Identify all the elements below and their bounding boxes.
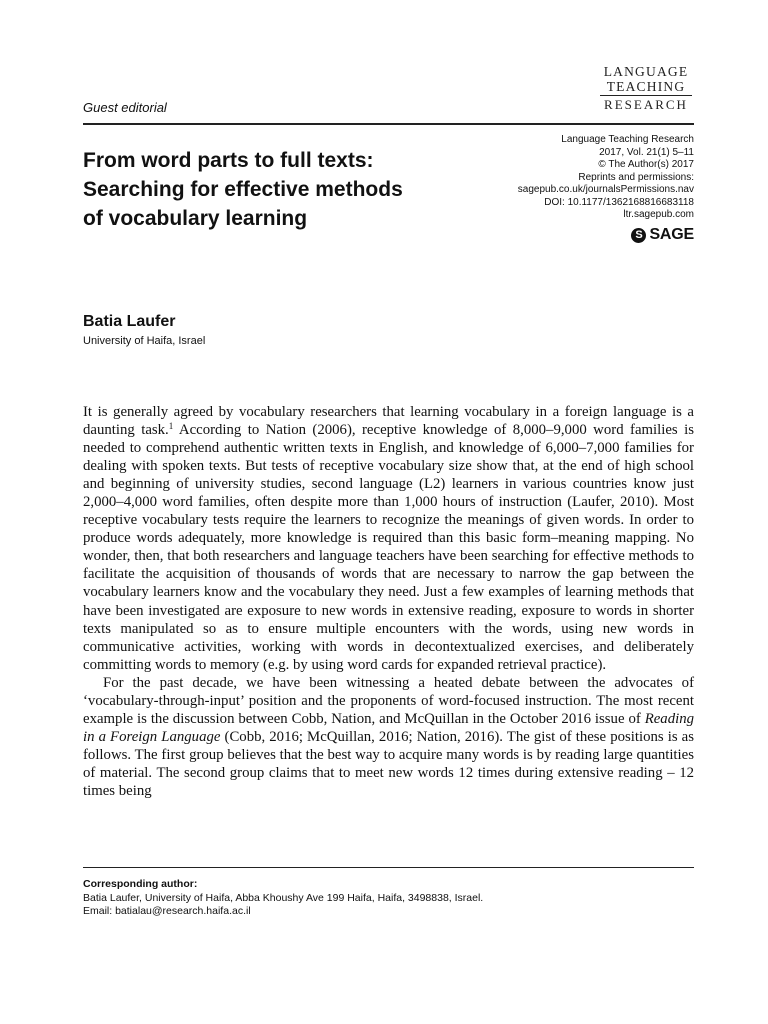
meta-site-link[interactable]: ltr.sagepub.com bbox=[623, 209, 694, 220]
footnote-divider bbox=[83, 867, 694, 868]
corresponding-heading: Corresponding author: bbox=[83, 878, 198, 890]
author-affiliation: University of Haifa, Israel bbox=[83, 335, 206, 347]
body-paragraph-1 bbox=[83, 403, 694, 674]
corresponding-email[interactable]: Email: batialau@research.haifa.ac.il bbox=[83, 905, 251, 917]
journal-logo bbox=[600, 64, 692, 112]
article-body bbox=[83, 403, 694, 800]
meta-copyright: © The Author(s) 2017 bbox=[598, 159, 694, 170]
header-divider bbox=[83, 123, 694, 125]
article-meta bbox=[434, 134, 694, 222]
body-p1-part-b: According to Nation (2006), receptive knowledge of 8,000–9,000 word families is needed to comprehend authentic written texts in English, and knowledge of 6,000–7,000 families for dealing with spoken texts. But tests of receptive vocabulary size show that, at the end of high school and beginning of university studies, second language (L2) learners in various countries know just 2,000–4,000 word families, often despite more than 1,000 hours of instruction (Laufer, 2010). Most receptive vocabulary tests require the learners to recognize the meanings of given words. In order to produce words adequately, more knowledge is required than this basic form–meaning mapping. No wonder, then, that both researchers and language teachers have been searching for effective methods to facilitate the acquisition of thousands of words that are necessary to narrow the gap between the vocabulary learners know and the vocabulary they need. Just a few examples of learning methods that have been investigated are exposure to new words in extensive reading, exposure to words in shorter texts manipulated so as to ensure multiple encounters with the words, using new words in communicative activities, working with words in decontextualized exercises, and deliberately committing words to memory (e.g. by using word cards for expanded retrieval practice). bbox=[83, 422, 694, 673]
body-paragraph-2 bbox=[83, 674, 694, 800]
article-title: From word parts to full texts: Searching for effective methods of vocabulary learning bbox=[83, 149, 403, 230]
meta-reprints: Reprints and permissions: bbox=[578, 171, 694, 183]
journal-logo-line1: LANGUAGE bbox=[603, 64, 689, 79]
body-p2-part-b: (Cobb, 2016; McQuillan, 2016; Nation, 2016). The gist of these positions is as follows. The first group believes that the best way to acquire many words is by reading large quantities of material. The second group claims that to meet new words 12 times during extensive reading – 12 times being bbox=[83, 728, 694, 799]
publisher-logo-text: SAGE bbox=[649, 226, 694, 243]
body-p1-part-a: It is generally agreed by vocabulary researchers that learning vocabulary in a foreign language is a daunting task. bbox=[83, 404, 694, 439]
journal-logo-line2: TEACHING bbox=[600, 79, 692, 96]
corresponding-author-block bbox=[83, 878, 694, 919]
footnote-marker[interactable]: 1 bbox=[168, 421, 174, 432]
section-label: Guest editorial bbox=[83, 100, 167, 115]
journal-citation-italic: Reading in a Foreign Language bbox=[83, 710, 694, 745]
journal-logo-line3: RESEARCH bbox=[604, 97, 688, 112]
author-name: Batia Laufer bbox=[83, 313, 176, 330]
publisher-logo bbox=[631, 226, 694, 244]
meta-doi[interactable]: DOI: 10.1177/1362168816683118 bbox=[544, 196, 694, 208]
corresponding-address: Batia Laufer, University of Haifa, Abba Khoushy Ave 199 Haifa, Haifa, 3498838, Israel. bbox=[83, 891, 484, 904]
meta-journal: Language Teaching Research bbox=[561, 134, 694, 145]
meta-reprints-link[interactable]: sagepub.co.uk/journalsPermissions.nav bbox=[517, 184, 694, 195]
sage-badge-icon: S bbox=[631, 228, 646, 243]
body-p2-part-a: For the past decade, we have been witnessing a heated debate between the advocates of ‘vocabulary-through-input’ position and the proponents of word-focused instruction. The most recent example is the discussion between Cobb, Nation, and McQuillan in the October 2016 issue of bbox=[83, 674, 694, 727]
meta-volume: 2017, Vol. 21(1) 5–11 bbox=[599, 146, 694, 158]
